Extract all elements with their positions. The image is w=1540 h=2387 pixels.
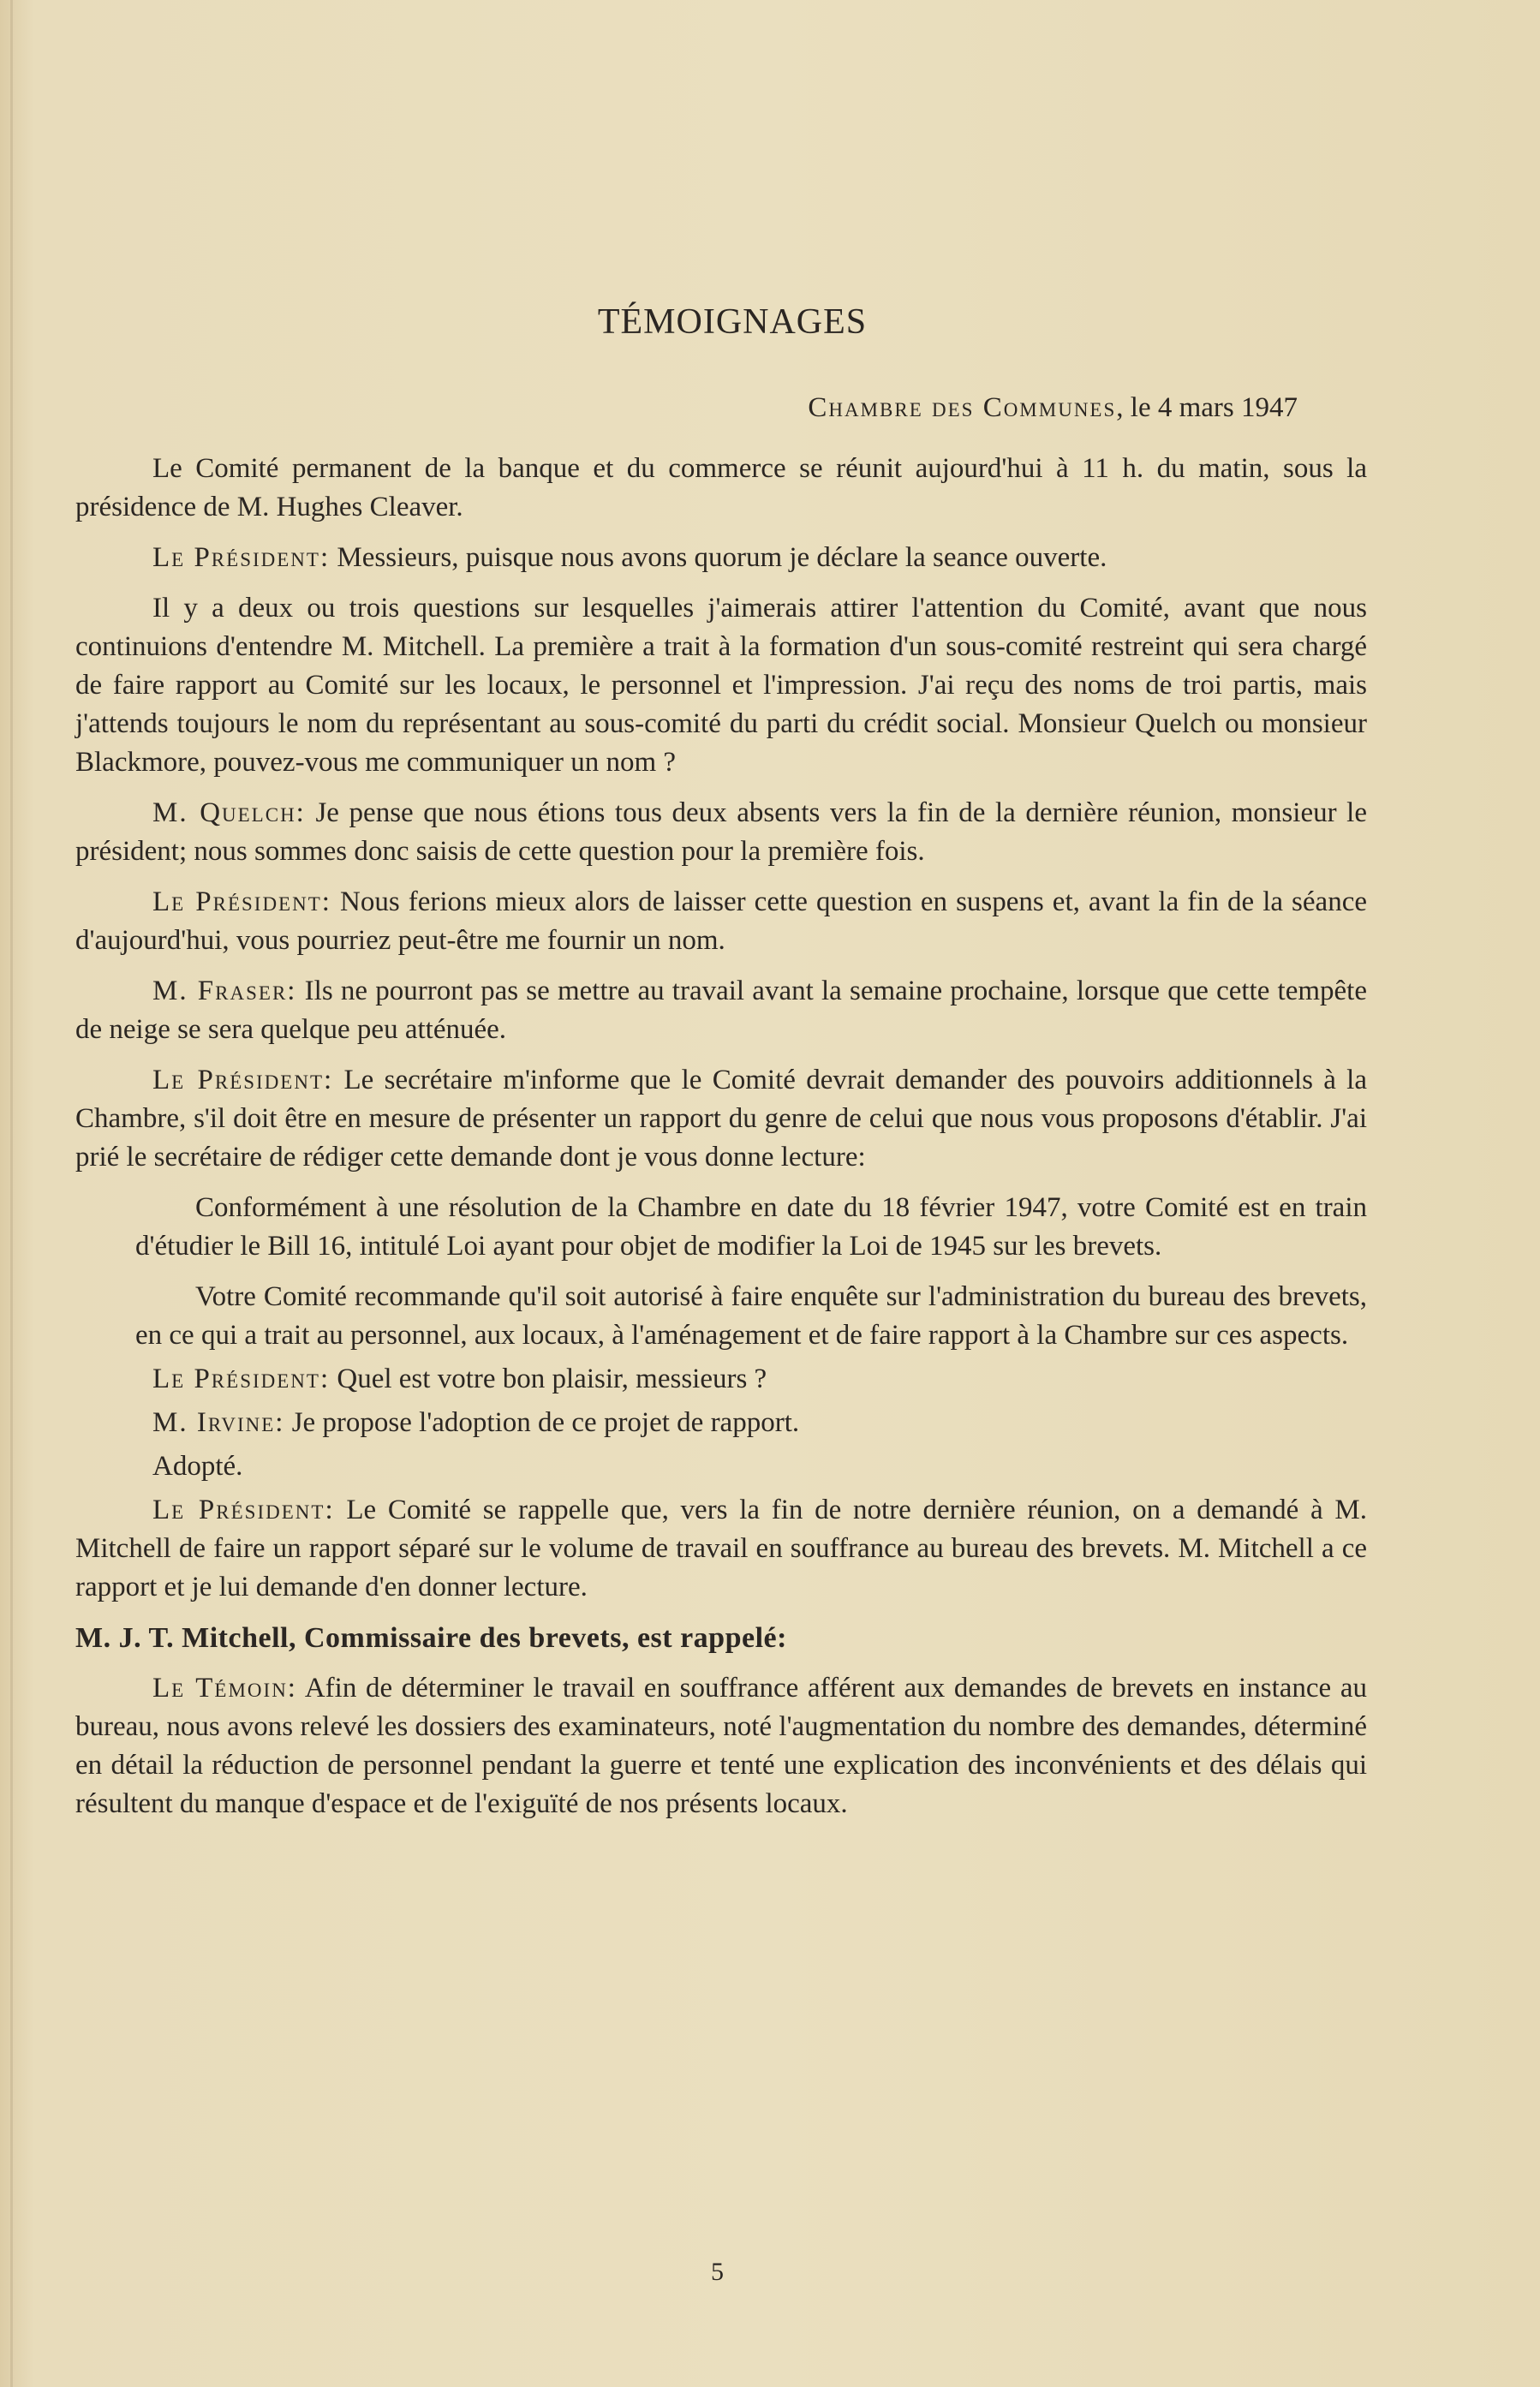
quoted-recommendation: Votre Comité recommande qu'il soit autorisé à faire enquête sur l'administration du bureau des brevets, en ce qui a trait au personnel, aux locaux, à l'aménagement et de faire rapport à la Chambre sur ces aspects. — [135, 1281, 1367, 1351]
dateline-date: , le 4 mars 1947 — [1116, 392, 1298, 423]
speaker: Le Président: — [152, 1364, 331, 1394]
paragraph: M. Quelch: Je pense que nous étions tous deux absents vers la fin de la dernière réunion, monsieur le président; nous sommes donc saisis de cette question pour la première fois. — [75, 797, 1367, 867]
paragraph: M. Irvine: Je propose l'adoption de ce projet de rapport. — [152, 1407, 800, 1438]
page-title: TÉMOIGNAGES — [597, 302, 868, 342]
paragraph: Le Président: Nous ferions mieux alors de laisser cette question en suspens et, avant la fin de la séance d'aujourd'hui, vous pourriez peut-être me fournir un nom. — [75, 886, 1367, 956]
witness-paragraph: Le Témoin: Afin de déterminer le travail en souffrance afférent aux demandes de brevets en instance au bureau, nous avons relevé les dossiers des examinateurs, noté l'augmentation du nombre des demandes, déterminé en détail la réduction de personnel pendant la guerre et tenté une explication des inconvénients et des délais qui résultent du manque d'espace et de l'exiguïté de nos présents locaux. — [75, 1673, 1367, 1819]
paragraph: M. Fraser: Ils ne pourront pas se mettre au travail avant la semaine prochaine, lorsque que cette tempête de neige se sera quelque peu atténuée. — [75, 976, 1367, 1045]
body-text — [75, 450, 1367, 1835]
dateline-place: Chambre des Communes — [808, 392, 1117, 423]
speaker: Le Président: — [152, 1065, 334, 1095]
page-number: 5 — [711, 2258, 724, 2286]
quoted-resolution: Conformément à une résolution de la Chambre en date du 18 février 1947, votre Comité est en train d'étudier le Bill 16, intitulé Loi ayant pour objet de modifier la Loi de 1945 sur les brevets. — [135, 1192, 1367, 1262]
dateline — [808, 392, 1298, 424]
paragraph: Il y a deux ou trois questions sur lesquelles j'aimerais attirer l'attention du Comité, avant que nous continuions d'entendre M. Mitchell. La première a trait à la formation d'un sous-comité restreint qui sera chargé de faire rapport au Comité sur les locaux, le personnel et l'impression. J'ai reçu des noms de troi partis, mais j'attends toujours le nom du représentant au sous-comité du parti du crédit social. Monsieur Quelch ou monsieur Blackmore, pouvez-vous me communiquer un nom ? — [75, 593, 1367, 778]
paragraph: Le Président: Messieurs, puisque nous avons quorum je déclare la seance ouverte. — [152, 542, 1107, 573]
speaker: M. Irvine: — [152, 1407, 285, 1438]
speaker: Le Témoin: — [152, 1673, 297, 1704]
paragraph: Le Président: Le Comité se rappelle que, vers la fin de notre dernière réunion, on a demandé à M. Mitchell de faire un rapport séparé sur le volume de travail en souffrance au bureau des brevets. M. Mitchell a ce rapport et je lui demande d'en donner lecture. — [75, 1495, 1367, 1602]
page-edge — [10, 0, 13, 2387]
speaker: M. Quelch: — [152, 797, 306, 828]
speaker: Le Président: — [152, 1495, 335, 1525]
paragraph: Le Président: Le secrétaire m'informe que le Comité devrait demander des pouvoirs additionnels à la Chambre, s'il doit être en mesure de présenter un rapport du genre de celui que nous vous proposons d'établir. J'ai prié le secrétaire de rédiger cette demande dont je vous donne lecture: — [75, 1065, 1368, 1173]
section-heading: M. J. T. Mitchell, Commissaire des brevets, est rappelé: — [75, 1622, 787, 1654]
speaker: Le Président: — [152, 542, 331, 573]
speaker: M. Fraser: — [152, 976, 297, 1006]
paragraph: Le Président: Quel est votre bon plaisir, messieurs ? — [152, 1364, 767, 1394]
paragraph: Adopté. — [152, 1451, 243, 1482]
paragraph: Le Comité permanent de la banque et du commerce se réunit aujourd'hui à 11 h. du matin, sous la présidence de M. Hughes Cleaver. — [75, 453, 1367, 522]
speaker: Le Président: — [152, 886, 331, 917]
